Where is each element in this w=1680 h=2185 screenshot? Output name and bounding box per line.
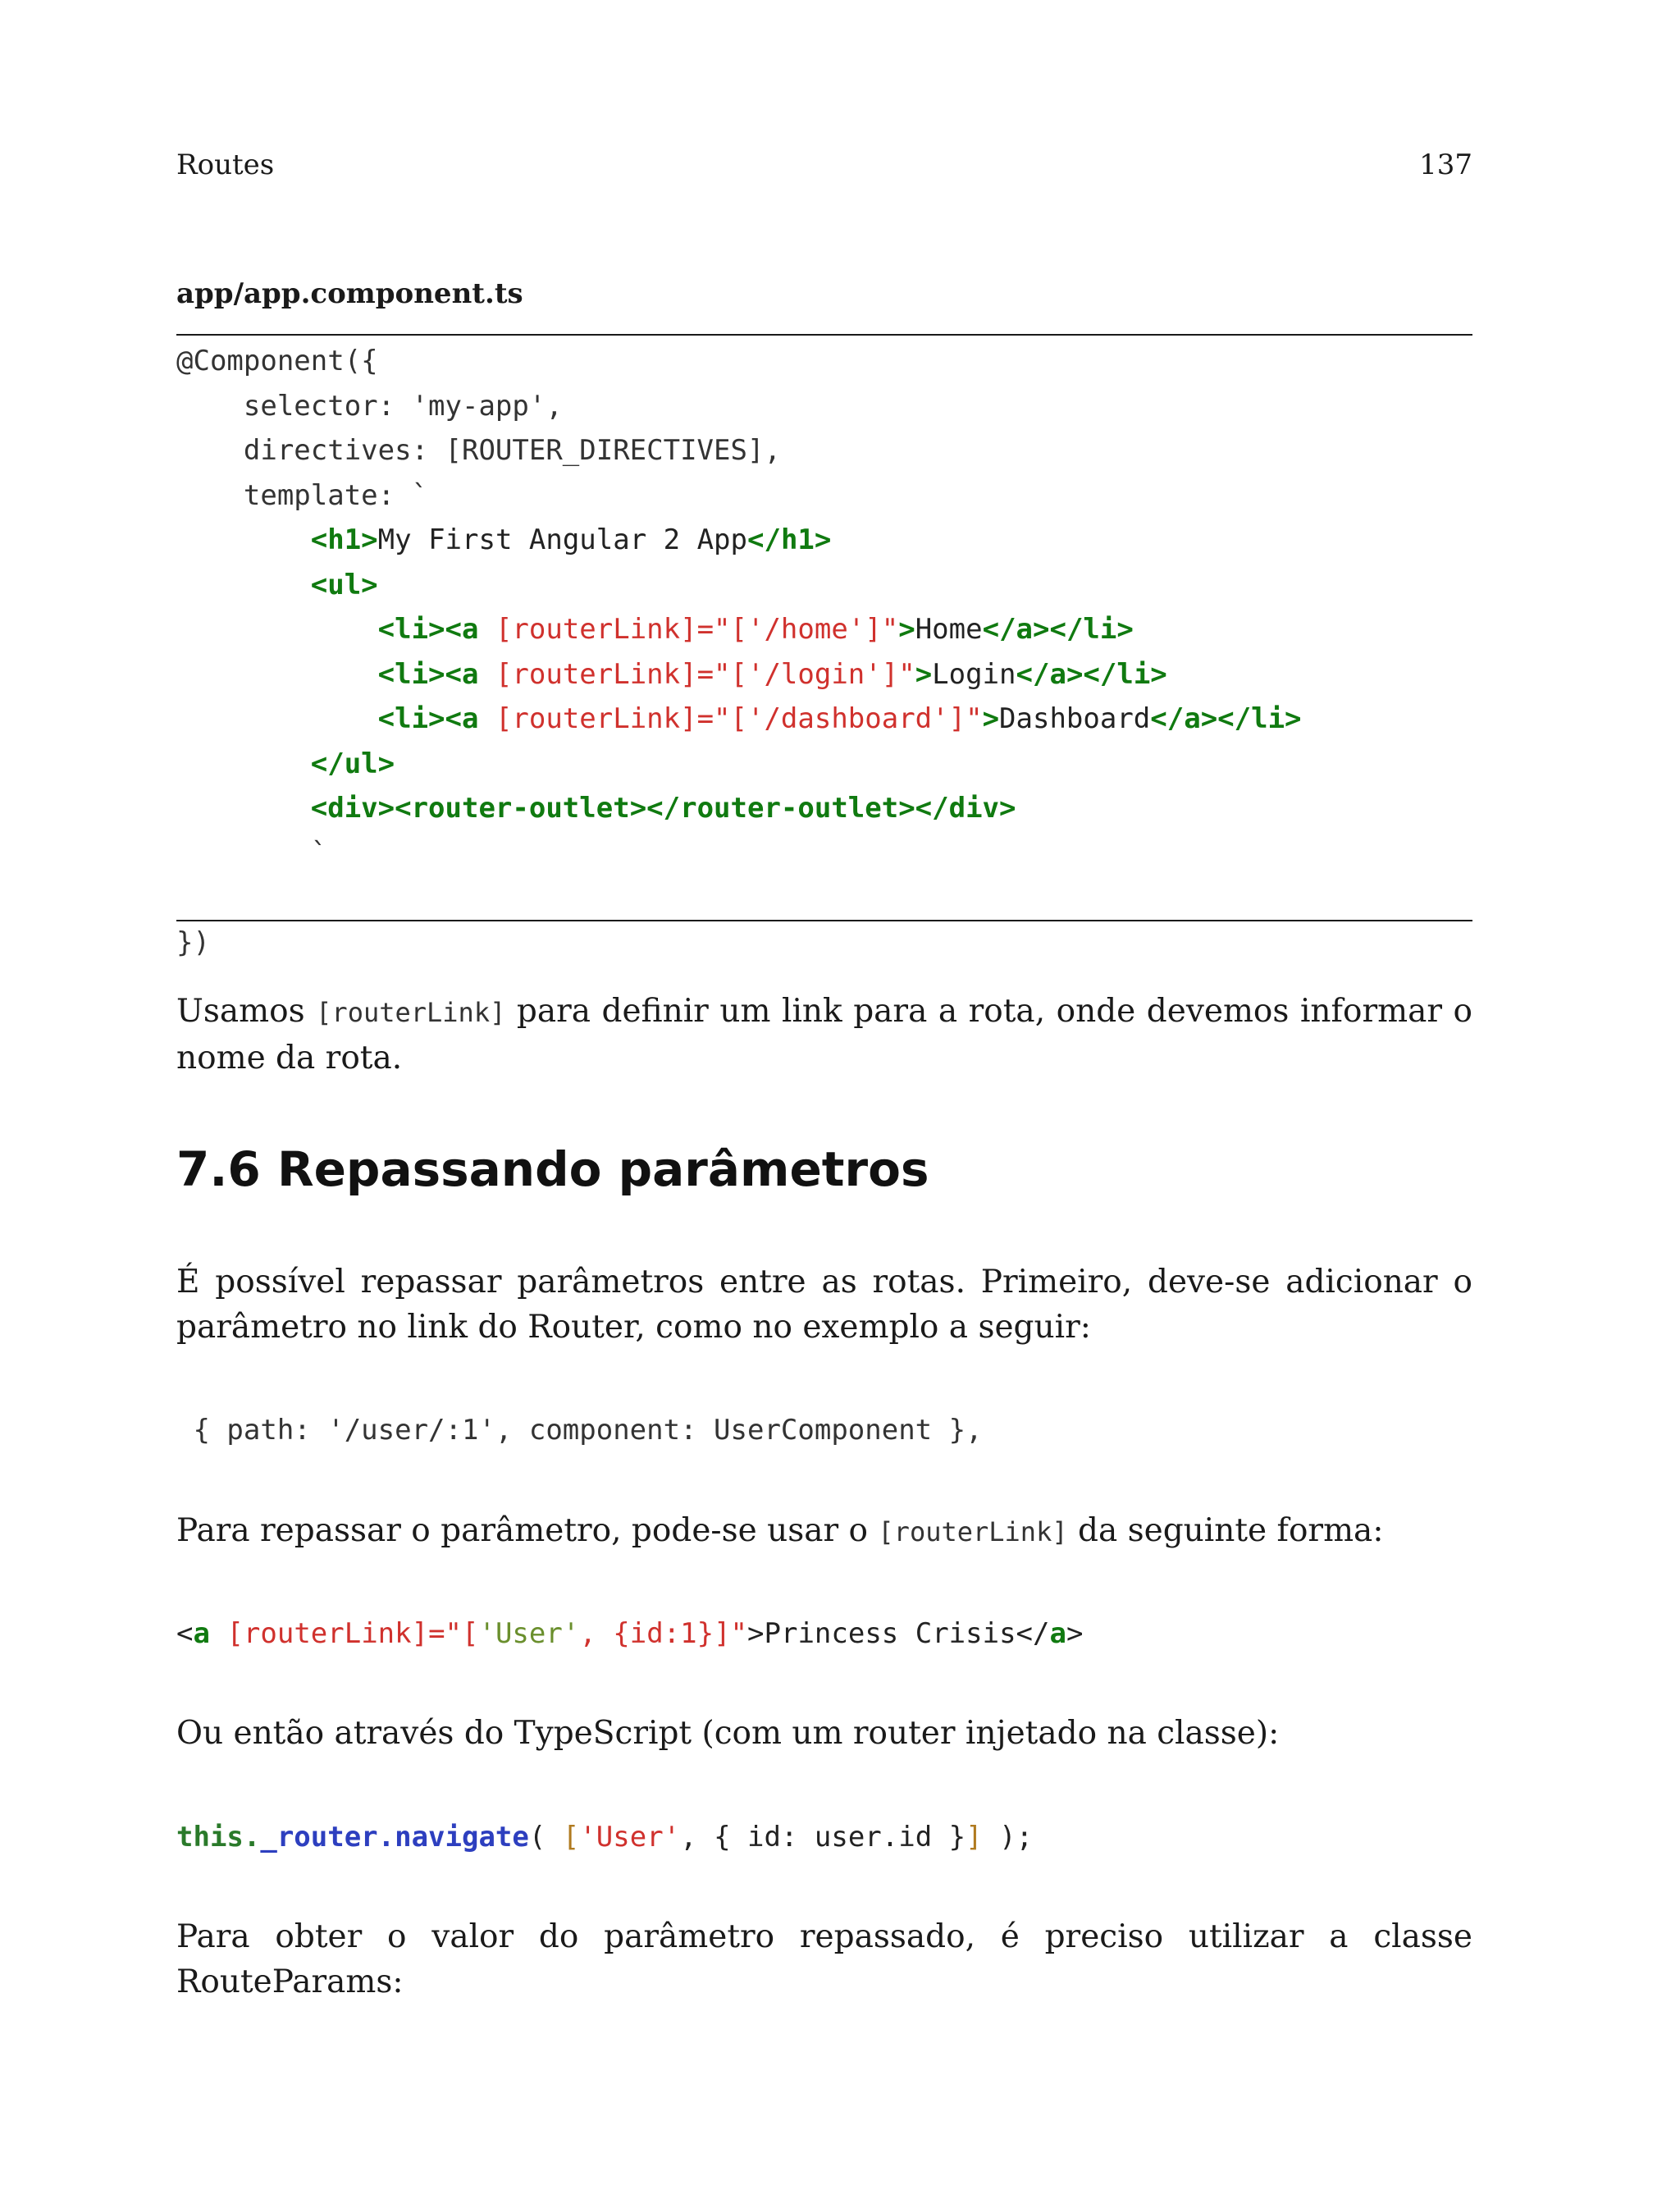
running-header [176,144,1472,185]
code-line: <div><router-outlet></router-outlet></div> [310,792,1016,825]
code-line: </ul> [310,747,395,780]
section-heading: 7.6 Repassando parâmetros [176,1141,929,1197]
code-line: <ul> [310,568,378,601]
code-line: <li><a [routerLink]="['/home']">Home</a></li> [377,613,1134,646]
paragraph-routerlink-usage: Para repassar o parâmetro, pode-se usar o [routerLink] da seguinte forma: [176,1512,1384,1549]
paragraph-parameters-intro: É possível repassar parâmetros entre as rotas. Primeiro, deve-se adicionar o parâmetro no link do Router, como no exemplo a seguir: [176,1264,1472,1346]
header-section-title: Routes [176,149,275,181]
code-line: template: ` [176,478,429,512]
code-navigate-example: this._router.navigate( ['User', { id: user.id }] ); [176,1821,1034,1854]
listing-title: app/app.component.ts [176,277,523,310]
code-line: directives: [ROUTER_DIRECTIVES], [176,434,781,467]
code-route-path: { path: '/user/:1', component: UserComponent }, [176,1414,983,1447]
code-line: @Component({ [176,345,378,377]
paragraph-typescript: Ou então através do TypeScript (com um router injetado na classe): [176,1715,1280,1752]
code-routerlink-example: <a [routerLink]="['User', {id:1}]">Princess Crisis</a> [176,1617,1084,1650]
code-line: <li><a [routerLink]="['/login']">Login</a></li> [377,657,1167,691]
code-line: ` [310,836,328,870]
code-line: }) [176,926,210,959]
code-line: <h1>My First Angular 2 App</h1> [310,523,832,556]
page-number: 137 [1419,149,1472,181]
code-line: <li><a [routerLink]="['/dashboard']">Dashboard</a></li> [377,702,1302,735]
listing-top-rule [176,334,1472,336]
listing-bottom-rule [176,920,1472,921]
code-listing [176,339,1302,965]
paragraph-routerlink: Usamos [routerLink] para definir um link para a rota, onde devemos informar o nome da rota. [176,993,1473,1077]
paragraph-routeparams: Para obter o valor do parâmetro repassado, é preciso utilizar a classe RouteParams: [176,1918,1472,2000]
code-line: selector: 'my-app', [176,389,563,423]
